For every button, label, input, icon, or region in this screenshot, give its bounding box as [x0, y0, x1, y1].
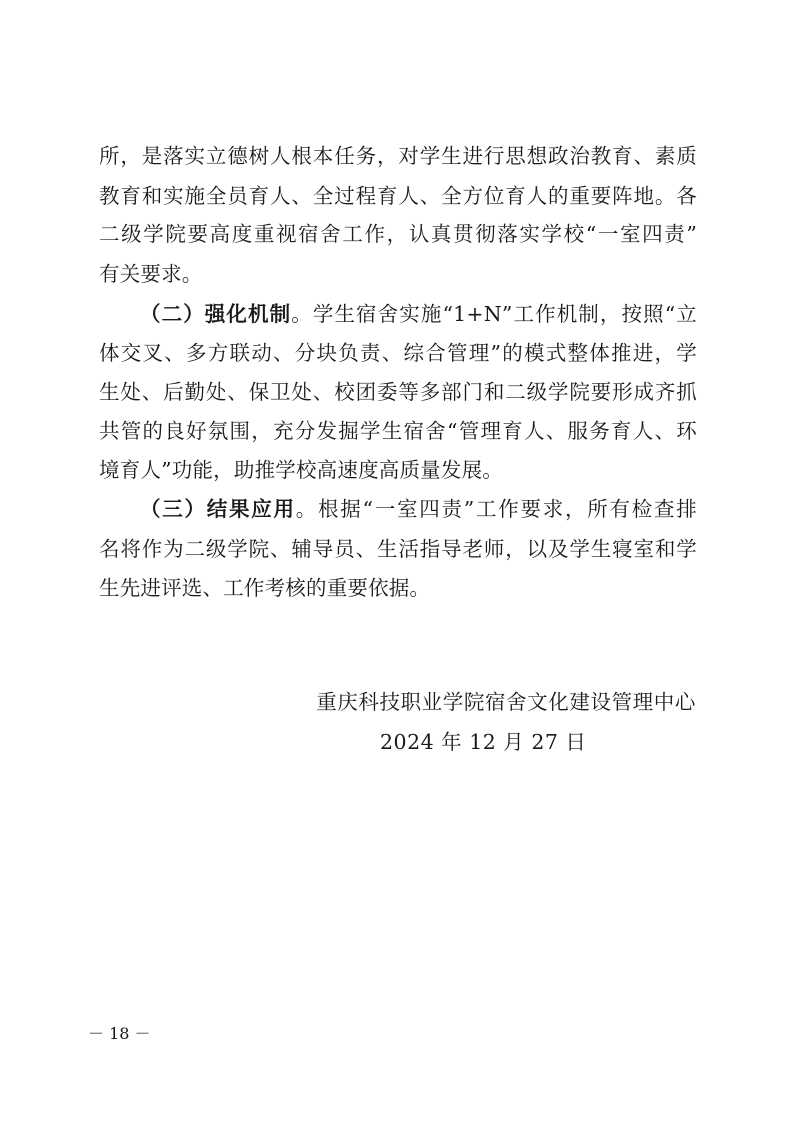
paragraph-2-line-4: 共管的良好氛围，充分发掘学生宿舍“管理育人、服务育人、环 — [99, 419, 697, 443]
paragraph-2-line-5: 境育人”功能，助推学校高速度高质量发展。 — [99, 458, 503, 482]
paragraph-2-heading: （二）强化机制 — [140, 302, 292, 326]
paragraph-2-line-2: 体交叉、多方联动、分块负责、综合管理”的模式整体推进，学 — [99, 341, 697, 365]
paragraph-3-heading: （三）结果应用 — [140, 497, 296, 521]
paragraph-3-line-1 — [140, 491, 697, 527]
signature-date: 2024 年 12 月 27 日 — [380, 730, 587, 754]
paragraph-1-line-1: 所，是落实立德树人根本任务，对学生进行思想政治教育、素质 — [99, 144, 697, 168]
paragraph-1-line-3: 二级学院要高度重视宿舍工作，认真贯彻落实学校“一室四责” — [99, 222, 697, 246]
paragraph-1-line-2: 教育和实施全员育人、全过程育人、全方位育人的重要阵地。各 — [99, 184, 697, 208]
paragraph-2-line-3: 生处、后勤处、保卫处、校团委等多部门和二级学院要形成齐抓 — [99, 380, 697, 404]
signature-organization: 重庆科技职业学院宿舍文化建设管理中心 — [316, 690, 696, 714]
page-number: － 18 － — [88, 1024, 151, 1043]
paragraph-2-line-1 — [140, 296, 697, 332]
paragraph-3-line-3: 生先进评选、工作考核的重要依据。 — [99, 576, 431, 600]
paragraph-1-line-4: 有关要求。 — [99, 262, 203, 286]
paragraph-3-line-2: 名将作为二级学院、辅导员、生活指导老师，以及学生寝室和学 — [99, 537, 697, 561]
paragraph-2-line-1-text: 。学生宿舍实施“1+N”工作机制，按照“立 — [291, 302, 697, 326]
paragraph-3-line-1-text: 。根据“一室四责”工作要求，所有检查排 — [295, 497, 697, 521]
